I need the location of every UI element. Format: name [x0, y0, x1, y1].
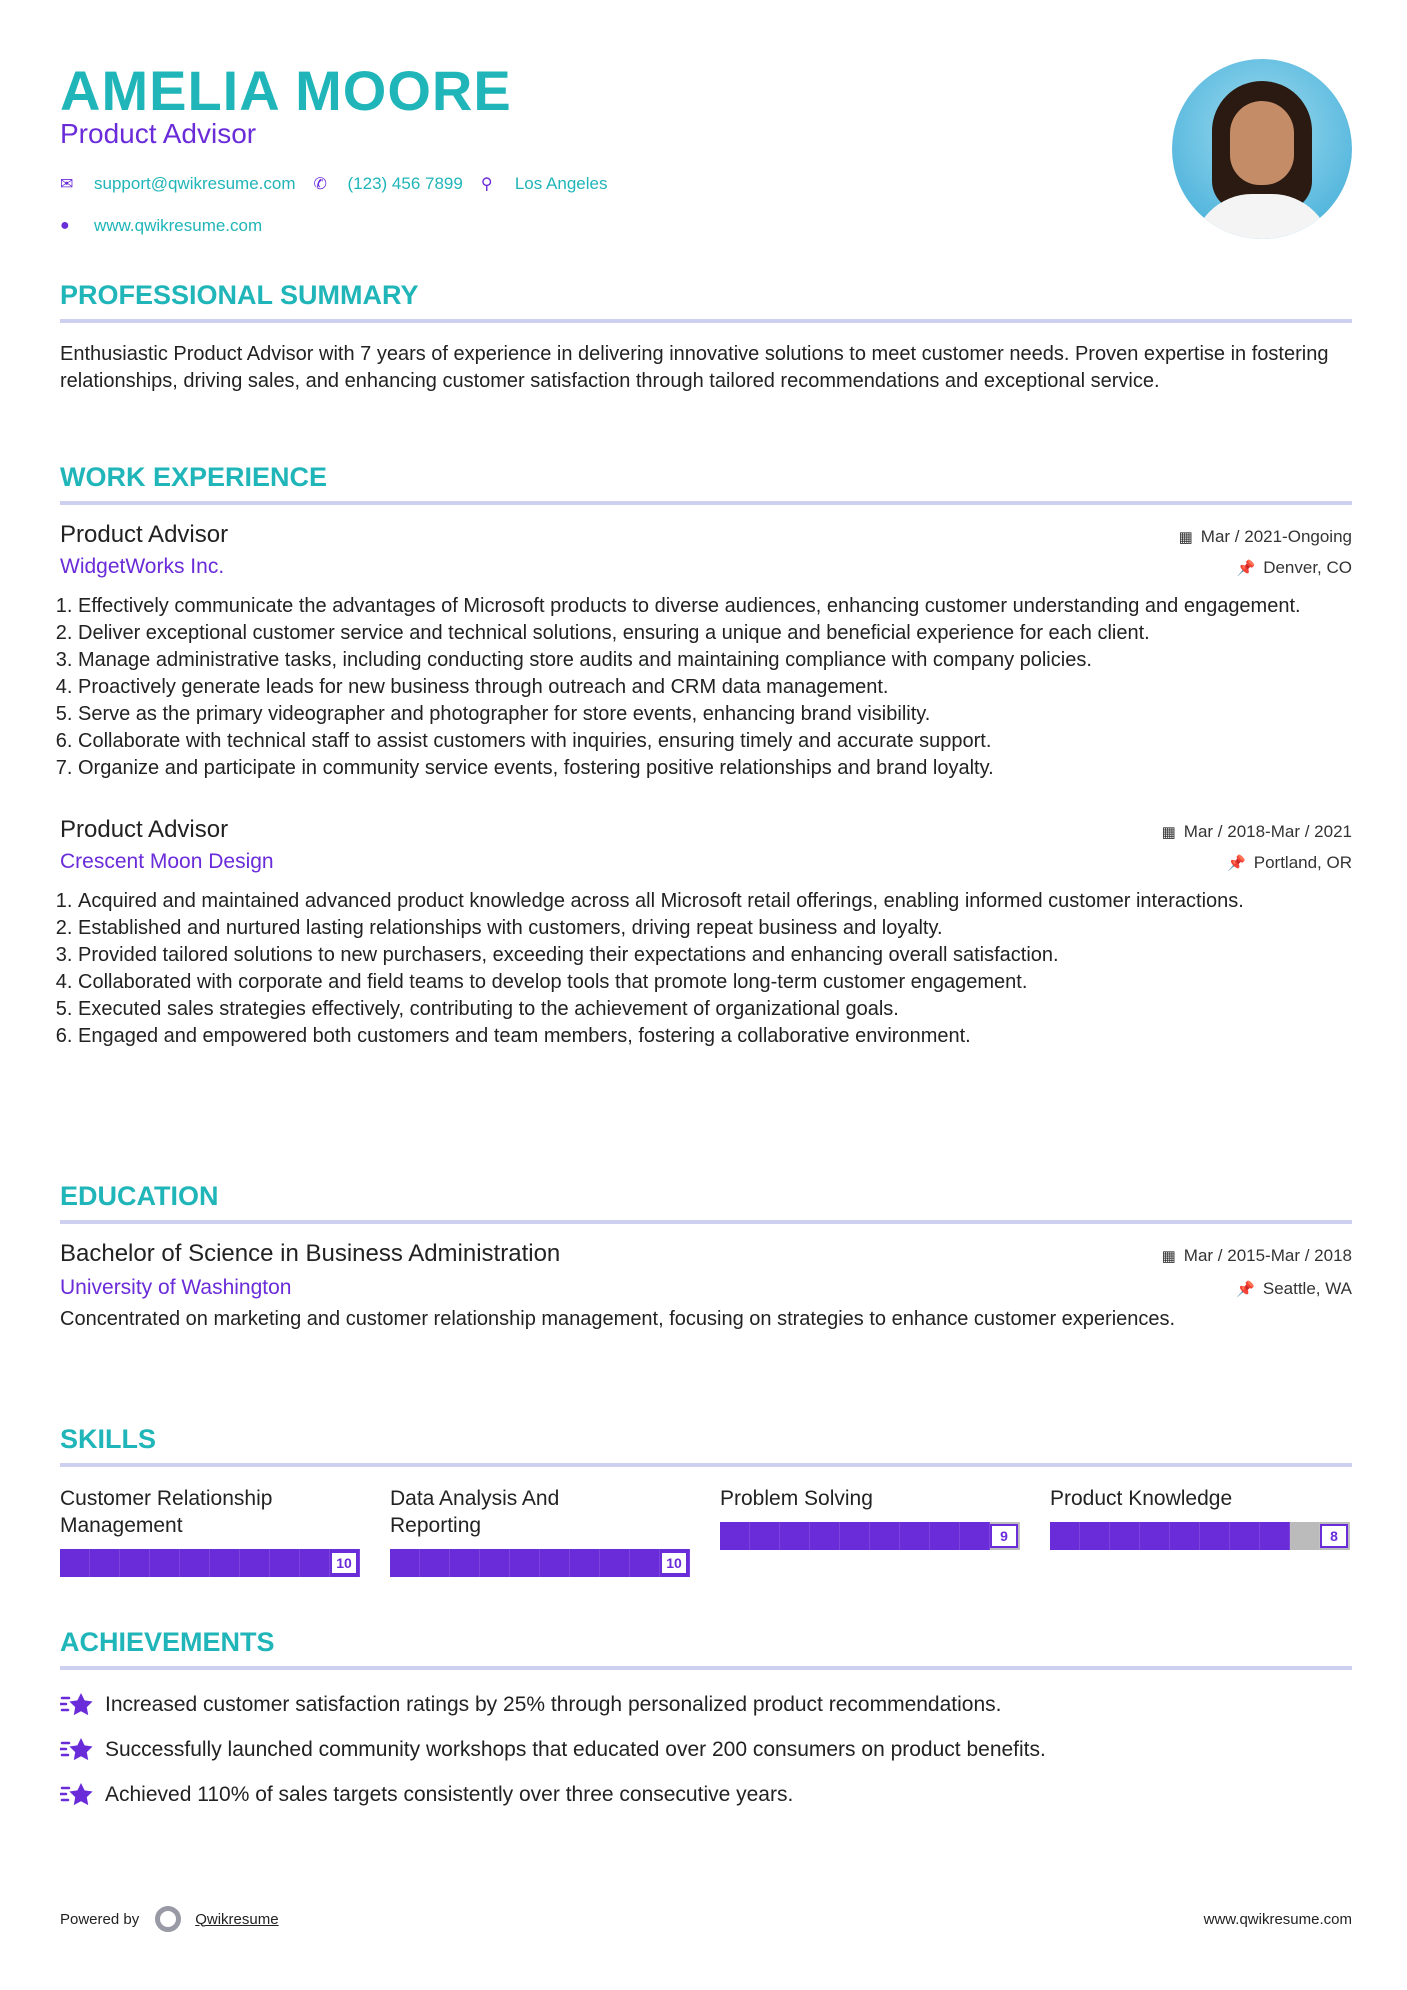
skill-item: [720, 1485, 1020, 1577]
contact-row: [60, 174, 625, 194]
qwikresume-logo-icon: [155, 1906, 181, 1932]
skill-item: [1050, 1485, 1350, 1577]
job-role: Product Advisor: [60, 816, 229, 843]
calendar-icon: ▦: [1178, 529, 1193, 546]
skill-score: 9: [990, 1524, 1018, 1548]
skill-rating-bar: [60, 1549, 360, 1577]
summary-text: Enthusiastic Product Advisor with 7 years of experience in delivering innovative solutions to meet customer needs. Proven expertise in fostering relationships, driving sales, and enhancing customer satisfaction through tailored recommendations and exceptional service.: [60, 343, 1329, 392]
candidate-title: Product Advisor: [60, 118, 257, 149]
skill-score: 10: [330, 1551, 358, 1575]
education-section: [60, 1181, 1352, 1333]
globe-icon: ●: [60, 217, 70, 234]
map-pin-icon: ⚲: [480, 176, 493, 193]
job-company: Crescent Moon Design: [60, 850, 274, 873]
job-bullet: 6. Engaged and empowered both customers and team members, fostering a collaborative environment.: [78, 1023, 1352, 1050]
education-description: Concentrated on marketing and customer relationship management, focusing on strategies to enhance customer experiences.: [60, 1308, 1176, 1330]
job-bullet: 3. Provided tailored solutions to new purchasers, exceeding their expectations and enhancing overall satisfaction.: [78, 942, 1352, 969]
star-icon: [60, 1780, 105, 1810]
education-dates: Mar / 2015-Mar / 2018: [1183, 1246, 1352, 1265]
skill-item: [60, 1485, 360, 1577]
achievement-item: [60, 1682, 1352, 1727]
job-bullet: 2. Deliver exceptional customer service and technical solutions, ensuring a unique and beneficial experience for each client.: [78, 620, 1352, 647]
job-bullet: 3. Manage administrative tasks, including conducting store audits and maintaining compliance with company policies.: [78, 647, 1352, 674]
job-bullet: 1. Acquired and maintained advanced product knowledge across all Microsoft retail offerings, enabling informed customer interactions.: [78, 888, 1352, 915]
skill-rating-bar: [390, 1549, 690, 1577]
phone-icon: ✆: [313, 176, 327, 193]
skill-name: Problem Solving: [720, 1487, 873, 1510]
calendar-icon: ▦: [1161, 1248, 1176, 1265]
skills-section: [60, 1424, 1352, 1577]
job-bullet: 4. Proactively generate leads for new business through outreach and CRM data management.: [78, 674, 1352, 701]
phone-text: (123) 456 7899: [347, 174, 463, 193]
job-bullet: 7. Organize and participate in community service events, fostering positive relationships and brand loyalty.: [78, 755, 1352, 782]
calendar-icon: ▦: [1161, 824, 1176, 841]
education-location: Seattle, WA: [1262, 1279, 1352, 1298]
skill-score: 8: [1320, 1524, 1348, 1548]
job-company: WidgetWorks Inc.: [60, 555, 225, 578]
candidate-name: AMELIA MOORE: [60, 59, 512, 122]
school: University of Washington: [60, 1276, 292, 1299]
experience-section: [60, 462, 1352, 1050]
job-bullet: 2. Established and nurtured lasting relationships with customers, driving repeat business and loyalty.: [78, 915, 1352, 942]
skill-name: Data Analysis And Reporting: [390, 1487, 560, 1537]
section-heading: WORK EXPERIENCE: [60, 462, 1352, 505]
skill-name: Product Knowledge: [1050, 1487, 1233, 1510]
achievements-section: [60, 1627, 1352, 1817]
profile-photo: [1172, 59, 1352, 239]
job-role: Product Advisor: [60, 521, 229, 548]
job-bullet: 5. Executed sales strategies effectively, contributing to the achievement of organizational goals.: [78, 996, 1352, 1023]
powered-by-label: Powered by: [60, 1910, 140, 1928]
star-icon: [60, 1735, 105, 1765]
job-bullet: 1. Effectively communicate the advantages of Microsoft products to diverse audiences, enhancing customer understanding and engagement.: [78, 593, 1352, 620]
job-dates: Mar / 2021-Ongoing: [1200, 527, 1352, 546]
section-heading: EDUCATION: [60, 1181, 1352, 1224]
section-heading: ACHIEVEMENTS: [60, 1627, 1352, 1670]
skill-item: [390, 1485, 690, 1577]
footer: [60, 1906, 1352, 1932]
job-dates: Mar / 2018-Mar / 2021: [1183, 822, 1352, 841]
footer-website[interactable]: www.qwikresume.com: [1203, 1910, 1352, 1928]
qwikresume-link[interactable]: Qwikresume: [195, 1910, 279, 1928]
website-link[interactable]: www.qwikresume.com: [94, 216, 263, 235]
degree: Bachelor of Science in Business Administration: [60, 1240, 561, 1267]
achievement-item: [60, 1727, 1352, 1772]
skill-rating-bar: [1050, 1522, 1350, 1550]
job-bullet: 5. Serve as the primary videographer and photographer for store events, enhancing brand visibility.: [78, 701, 1352, 728]
section-heading: SKILLS: [60, 1424, 1352, 1467]
email-link[interactable]: support@qwikresume.com: [94, 174, 296, 193]
skill-name: Customer Relationship Management: [60, 1487, 273, 1537]
achievement-text: Successfully launched community workshops that educated over 200 consumers on product benefits.: [105, 1737, 1046, 1761]
job-entry: [60, 816, 1352, 1050]
job-bullet: 6. Collaborate with technical staff to assist customers with inquiries, ensuring timely and accurate support.: [78, 728, 1352, 755]
pin-icon: 📌: [1236, 1281, 1255, 1298]
job-location: Portland, OR: [1253, 853, 1352, 872]
achievement-item: [60, 1772, 1352, 1817]
star-icon: [60, 1690, 105, 1720]
envelope-icon: ✉: [60, 176, 74, 193]
achievement-text: Achieved 110% of sales targets consistently over three consecutive years.: [105, 1782, 794, 1806]
summary-section: [60, 280, 1352, 395]
section-heading: PROFESSIONAL SUMMARY: [60, 280, 1352, 323]
pin-icon: 📌: [1227, 855, 1246, 872]
achievement-text: Increased customer satisfaction ratings by 25% through personalized product recommendations.: [105, 1692, 1002, 1716]
pin-icon: 📌: [1236, 560, 1256, 577]
job-entry: [60, 521, 1352, 782]
job-bullet: 4. Collaborated with corporate and field teams to develop tools that promote long-term customer engagement.: [78, 969, 1352, 996]
skill-score: 10: [660, 1551, 688, 1575]
location-text: Los Angeles: [514, 174, 608, 193]
job-location: Denver, CO: [1263, 558, 1352, 577]
skill-rating-bar: [720, 1522, 1020, 1550]
